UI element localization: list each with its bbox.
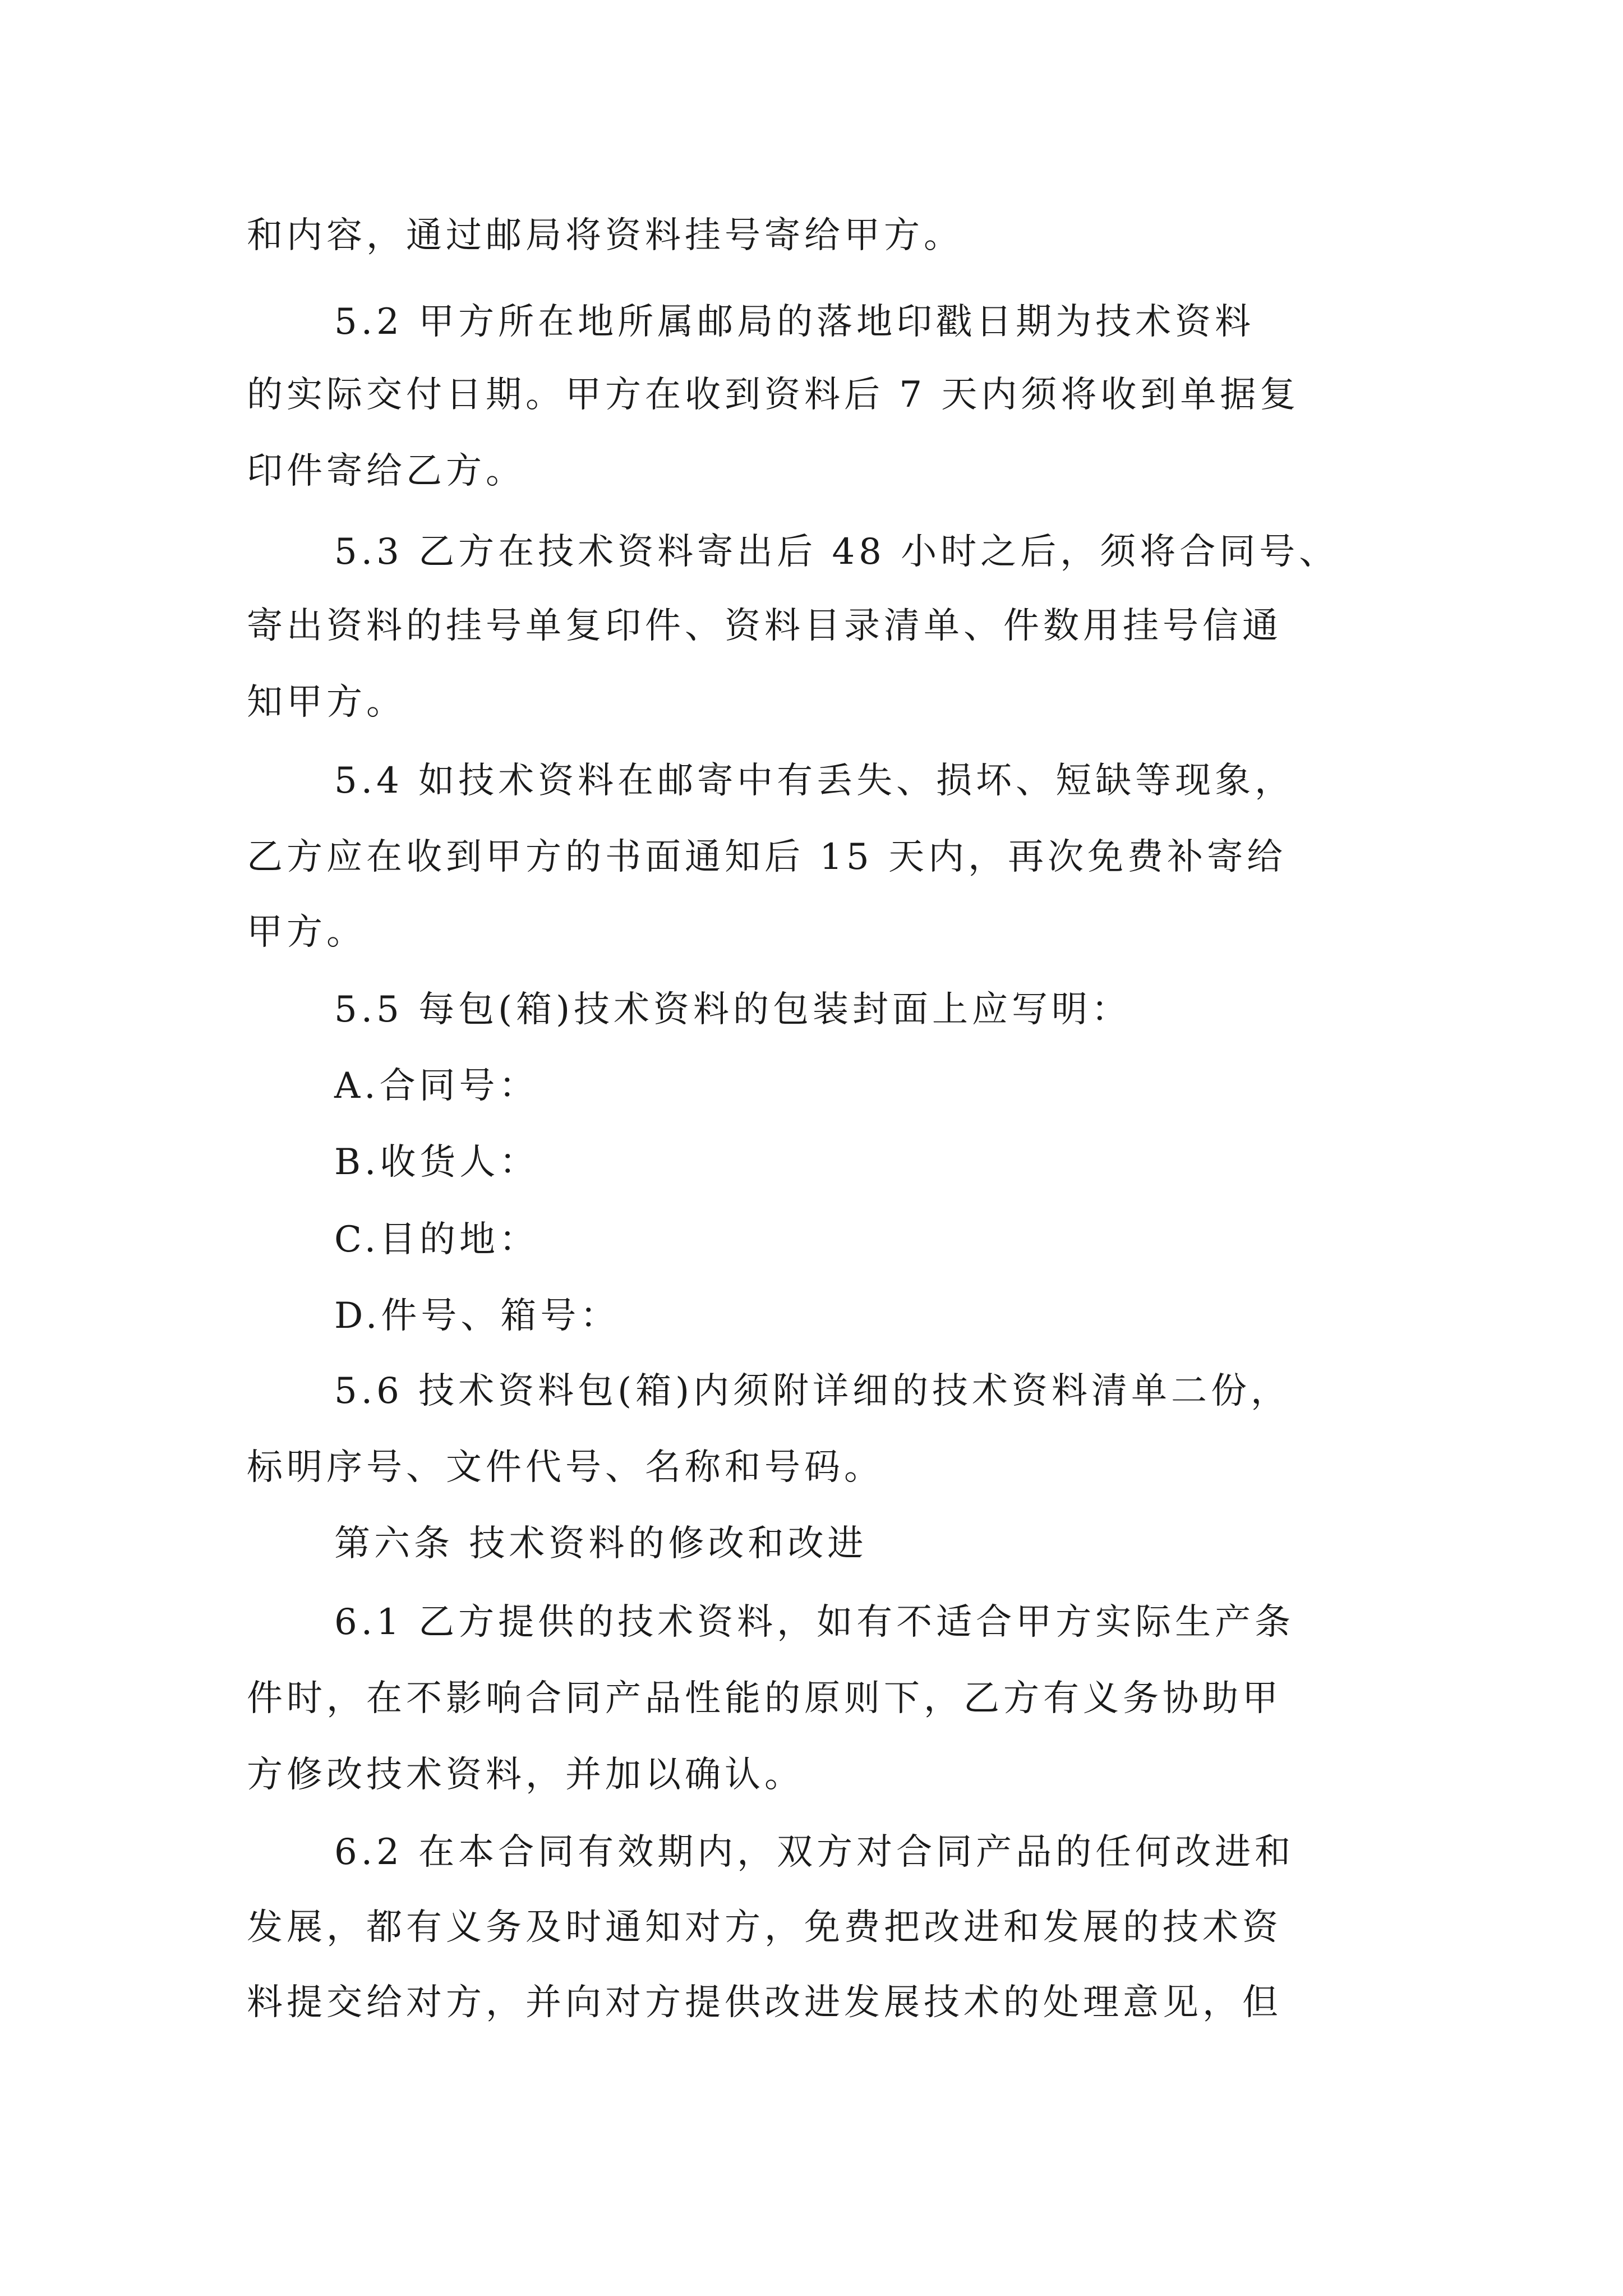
section-heading: 第六条 技术资料的修改和改进 — [334, 1523, 868, 1565]
list-item-b: B.收货人： — [334, 1142, 540, 1183]
clause-5-6: 5.6 技术资料包(箱)内须附详细的技术资料清单二份， — [334, 1370, 1291, 1412]
text-line: 的实际交付日期。甲方在收到资料后 7 天内须将收到单据复 — [247, 374, 1300, 416]
clause-5-5: 5.5 每包(箱)技术资料的包装封面上应写明： — [334, 989, 1132, 1030]
text-line: 方修改技术资料，并加以确认。 — [247, 1754, 804, 1796]
text-line: 发展，都有义务及时通知对方，免费把改进和发展的技术资 — [247, 1907, 1282, 1948]
text-line: 知甲方。 — [247, 682, 406, 723]
clause-5-4: 5.4 如技术资料在邮寄中有丢失、损坏、短缺等现象， — [334, 760, 1295, 802]
text-line: 乙方应在收到甲方的书面通知后 15 天内，再次免费补寄给 — [247, 836, 1287, 878]
text-line: 和内容，通过邮局将资料挂号寄给甲方。 — [247, 215, 963, 256]
clause-5-2: 5.2 甲方所在地所属邮局的落地印戳日期为技术资料 — [334, 301, 1255, 343]
list-item-d: D.件号、箱号： — [334, 1295, 620, 1337]
clause-6-2: 6.2 在本合同有效期内，双方对合同产品的任何改进和 — [334, 1832, 1295, 1873]
clause-5-3: 5.3 乙方在技术资料寄出后 48 小时之后，须将合同号、 — [334, 531, 1339, 573]
list-item-c: C.目的地： — [334, 1219, 540, 1260]
text-line: 料提交给对方，并向对方提供改进发展技术的处理意见，但 — [247, 1982, 1282, 2023]
clause-6-1: 6.1 乙方提供的技术资料，如有不适合甲方实际生产条 — [334, 1602, 1295, 1643]
text-line: 寄出资料的挂号单复印件、资料目录清单、件数用挂号信通 — [247, 605, 1282, 647]
text-line: 件时，在不影响合同产品性能的原则下，乙方有义务协助甲 — [247, 1678, 1282, 1719]
text-line: 甲方。 — [247, 912, 366, 953]
text-line: 印件寄给乙方。 — [247, 450, 525, 492]
list-item-a: A.合同号： — [334, 1065, 539, 1107]
text-line: 标明序号、文件代号、名称和号码。 — [247, 1447, 884, 1488]
